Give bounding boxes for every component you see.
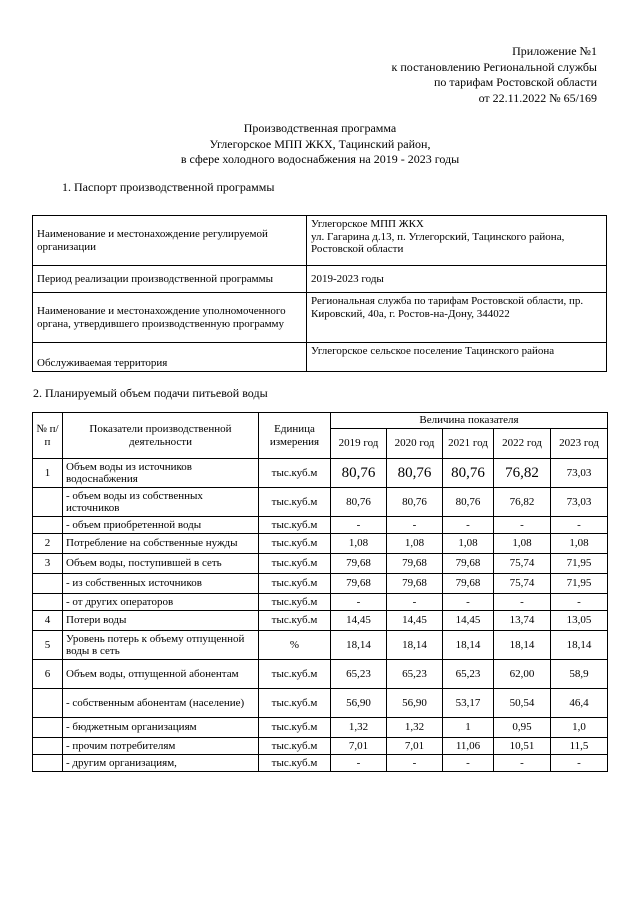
row-unit: тыс.куб.м <box>259 554 331 574</box>
row-indicator: Потери воды <box>63 611 259 631</box>
value-2022: 10,51 <box>494 738 551 755</box>
value-2021: 14,45 <box>443 611 494 631</box>
value-2021: 79,68 <box>443 574 494 594</box>
row-unit: тыс.куб.м <box>259 755 331 772</box>
table-row <box>33 718 608 738</box>
row-unit: тыс.куб.м <box>259 738 331 755</box>
value-2021: 65,23 <box>443 660 494 689</box>
row-indicator: - собственным абонентам (население) <box>63 689 259 718</box>
row-number <box>33 738 63 755</box>
value-2020: 1,08 <box>387 534 443 554</box>
header-year-2023: 2023 год <box>551 429 608 459</box>
value-2022: 1,08 <box>494 534 551 554</box>
value-2020: 79,68 <box>387 554 443 574</box>
table-header-row <box>33 413 608 429</box>
row-indicator: Объем воды из источников водоснабжения <box>63 459 259 488</box>
row-number <box>33 718 63 738</box>
value-2021: - <box>443 755 494 772</box>
table-row <box>33 738 608 755</box>
header-year-2020: 2020 год <box>387 429 443 459</box>
table-row <box>33 660 608 689</box>
passport-value: Региональная служба по тарифам Ростовской области, пр. Кировский, 40а, г. Ростов-на-Дону, 344022 <box>307 293 607 343</box>
value-2022: 76,82 <box>494 459 551 488</box>
value-2022: 13,74 <box>494 611 551 631</box>
header-num: № п/п <box>33 413 63 459</box>
value-2021: 53,17 <box>443 689 494 718</box>
row-number <box>33 594 63 611</box>
table-row <box>33 574 608 594</box>
passport-value-line: Углегорское МПП ЖКХ <box>311 218 424 230</box>
table-row <box>33 689 608 718</box>
row-unit: тыс.куб.м <box>259 574 331 594</box>
table-row <box>33 266 607 293</box>
value-2022: 18,14 <box>494 631 551 660</box>
appendix-line: Приложение №1 <box>512 44 597 58</box>
row-unit: тыс.куб.м <box>259 660 331 689</box>
value-2019: 65,23 <box>331 660 387 689</box>
value-2019: 80,76 <box>331 488 387 517</box>
value-2022: 62,00 <box>494 660 551 689</box>
value-2020: 56,90 <box>387 689 443 718</box>
row-indicator: - из собственных источников <box>63 574 259 594</box>
value-2023: 18,14 <box>551 631 608 660</box>
table-row <box>33 459 608 488</box>
value-2022: 75,74 <box>494 574 551 594</box>
value-2021: - <box>443 594 494 611</box>
passport-label: Обслуживаемая территория <box>33 343 307 372</box>
table-row <box>33 594 608 611</box>
value-2021: 79,68 <box>443 554 494 574</box>
row-indicator: Объем воды, отпущенной абонентам <box>63 660 259 689</box>
row-indicator: - другим организациям, <box>63 755 259 772</box>
water-volume-body <box>33 459 608 772</box>
value-2019: 56,90 <box>331 689 387 718</box>
value-2019: 1,08 <box>331 534 387 554</box>
value-2020: 80,76 <box>387 459 443 488</box>
value-2019: 18,14 <box>331 631 387 660</box>
appendix-line: к постановлению Региональной службы <box>391 59 597 74</box>
row-unit: тыс.куб.м <box>259 611 331 631</box>
value-2021: 18,14 <box>443 631 494 660</box>
value-2019: 79,68 <box>331 554 387 574</box>
value-2023: 46,4 <box>551 689 608 718</box>
row-number: 1 <box>33 459 63 488</box>
value-2019: 7,01 <box>331 738 387 755</box>
value-2023: 71,95 <box>551 574 608 594</box>
table-row <box>33 755 608 772</box>
row-indicator: Объем воды, поступившей в сеть <box>63 554 259 574</box>
table-row <box>33 554 608 574</box>
row-number <box>33 755 63 772</box>
row-indicator: - объем воды из собственных источников <box>63 488 259 517</box>
row-indicator: - бюджетным организациям <box>63 718 259 738</box>
value-2022: 0,95 <box>494 718 551 738</box>
row-unit: тыс.куб.м <box>259 517 331 534</box>
row-indicator: - прочим потребителям <box>63 738 259 755</box>
passport-label: Наименование и местонахождение уполномоченного органа, утвердившего производственную программу <box>33 293 307 343</box>
value-2020: - <box>387 517 443 534</box>
value-2023: - <box>551 755 608 772</box>
title-line: Углегорское МПП ЖКХ, Тацинский район, <box>209 136 431 151</box>
passport-label: Период реализации производственной программы <box>33 266 307 293</box>
row-indicator: - объем приобретенной воды <box>63 517 259 534</box>
value-2020: 7,01 <box>387 738 443 755</box>
document-title <box>0 121 640 168</box>
value-2023: 58,9 <box>551 660 608 689</box>
value-2020: - <box>387 594 443 611</box>
value-2020: - <box>387 755 443 772</box>
value-2019: 79,68 <box>331 574 387 594</box>
table-row <box>33 534 608 554</box>
passport-value <box>307 216 607 266</box>
table-row <box>33 631 608 660</box>
value-2019: 14,45 <box>331 611 387 631</box>
row-indicator: - от других операторов <box>63 594 259 611</box>
passport-value: Углегорское сельское поселение Тацинского района <box>307 343 607 372</box>
passport-value: 2019-2023 годы <box>307 266 607 293</box>
row-number <box>33 488 63 517</box>
section-1-heading: 1. Паспорт производственной программы <box>62 180 275 194</box>
table-row <box>33 216 607 266</box>
header-year-2019: 2019 год <box>331 429 387 459</box>
row-indicator: Потребление на собственные нужды <box>63 534 259 554</box>
table-row <box>33 343 607 372</box>
title-line: в сфере холодного водоснабжения на 2019 - 2023 годы <box>180 152 460 166</box>
row-number: 2 <box>33 534 63 554</box>
value-2023: 1,08 <box>551 534 608 554</box>
value-2022: 50,54 <box>494 689 551 718</box>
value-2023: 1,0 <box>551 718 608 738</box>
row-number <box>33 689 63 718</box>
value-2020: 1,32 <box>387 718 443 738</box>
row-number: 3 <box>33 554 63 574</box>
value-2019: - <box>331 755 387 772</box>
value-2022: 76,82 <box>494 488 551 517</box>
value-2021: 11,06 <box>443 738 494 755</box>
value-2023: 13,05 <box>551 611 608 631</box>
value-2021: 1 <box>443 718 494 738</box>
value-2019: 1,32 <box>331 718 387 738</box>
value-2022: - <box>494 594 551 611</box>
table-row <box>33 293 607 343</box>
value-2022: - <box>494 517 551 534</box>
row-number: 4 <box>33 611 63 631</box>
value-2021: 1,08 <box>443 534 494 554</box>
value-2019: - <box>331 517 387 534</box>
value-2021: 80,76 <box>443 488 494 517</box>
value-2023: 71,95 <box>551 554 608 574</box>
water-volume-table <box>32 412 608 772</box>
value-2020: 79,68 <box>387 574 443 594</box>
title-line: Производственная программа <box>243 121 397 135</box>
header-year-2021: 2021 год <box>443 429 494 459</box>
row-unit: тыс.куб.м <box>259 534 331 554</box>
row-number <box>33 574 63 594</box>
row-number: 5 <box>33 631 63 660</box>
value-2019: - <box>331 594 387 611</box>
row-number: 6 <box>33 660 63 689</box>
table-row <box>33 517 608 534</box>
value-2021: - <box>443 517 494 534</box>
passport-table <box>32 215 607 372</box>
section-2-heading: 2. Планируемый объем подачи питьевой воды <box>33 386 268 400</box>
row-unit: тыс.куб.м <box>259 594 331 611</box>
value-2021: 80,76 <box>443 459 494 488</box>
value-2020: 14,45 <box>387 611 443 631</box>
appendix-line: по тарифам Ростовской области <box>433 75 597 89</box>
appendix-note <box>392 44 597 106</box>
row-unit: тыс.куб.м <box>259 689 331 718</box>
value-2022: - <box>494 755 551 772</box>
header-value-group: Величина показателя <box>331 413 608 429</box>
row-unit: тыс.куб.м <box>259 459 331 488</box>
header-indicator: Показатели производственной деятельности <box>63 413 259 459</box>
value-2020: 18,14 <box>387 631 443 660</box>
row-unit: тыс.куб.м <box>259 718 331 738</box>
row-number <box>33 517 63 534</box>
header-unit: Единица измерения <box>259 413 331 459</box>
row-indicator: Уровень потерь к объему отпущенной воды в сеть <box>63 631 259 660</box>
passport-label: Наименование и местонахождение регулируемой организации <box>33 216 307 266</box>
value-2023: 73,03 <box>551 488 608 517</box>
table-row <box>33 488 608 517</box>
value-2019: 80,76 <box>331 459 387 488</box>
passport-value-line: ул. Гагарина д.13, п. Углегорский, Тацинского района, Ростовской области <box>311 230 565 255</box>
value-2023: 11,5 <box>551 738 608 755</box>
value-2020: 65,23 <box>387 660 443 689</box>
value-2023: - <box>551 517 608 534</box>
value-2022: 75,74 <box>494 554 551 574</box>
value-2023: 73,03 <box>551 459 608 488</box>
appendix-line: от 22.11.2022 № 65/169 <box>478 90 597 105</box>
row-unit: тыс.куб.м <box>259 488 331 517</box>
value-2020: 80,76 <box>387 488 443 517</box>
value-2023: - <box>551 594 608 611</box>
row-unit: % <box>259 631 331 660</box>
table-row <box>33 611 608 631</box>
header-year-2022: 2022 год <box>494 429 551 459</box>
